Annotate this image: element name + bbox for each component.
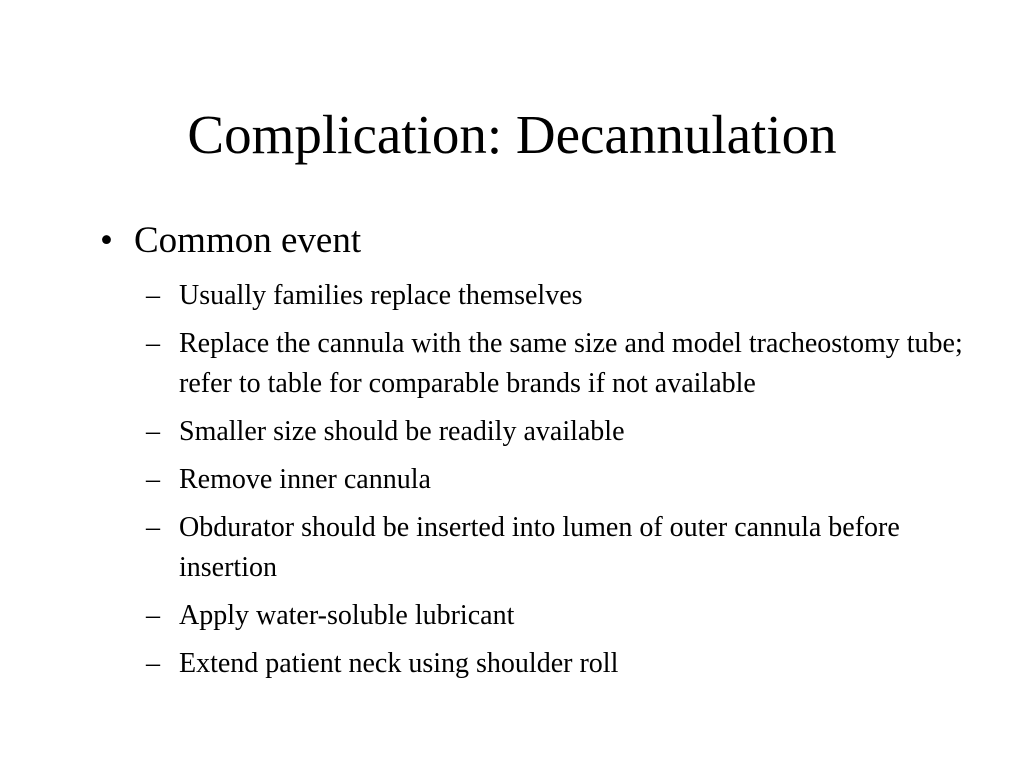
dash-marker: – (146, 280, 160, 311)
sub-bullet-item (146, 324, 966, 404)
main-bullet (100, 218, 361, 264)
sub-bullet-text: Usually families replace themselves (179, 280, 583, 311)
dash-marker: – (146, 416, 160, 447)
sub-bullet-item (146, 460, 966, 500)
bullet-marker: • (100, 220, 113, 261)
sub-bullet-item (146, 596, 966, 636)
sub-bullet-list (146, 276, 966, 692)
dash-marker: – (146, 464, 160, 495)
dash-marker: – (146, 328, 160, 359)
slide-title: Complication: Decannulation (187, 104, 837, 165)
sub-bullet-text: Apply water-soluble lubricant (179, 600, 515, 631)
sub-bullet-text: Extend patient neck using shoulder roll (179, 648, 619, 679)
sub-bullet-item (146, 412, 966, 452)
sub-bullet-text: Obdurator should be inserted into lumen of outer cannula before insertion (179, 512, 900, 583)
dash-marker: – (146, 648, 160, 679)
sub-bullet-text: Smaller size should be readily available (179, 416, 625, 447)
main-bullet-text: Common event (134, 220, 362, 261)
sub-bullet-item (146, 644, 966, 684)
sub-bullet-item (146, 508, 966, 588)
sub-bullet-text: Remove inner cannula (179, 464, 431, 495)
sub-bullet-text: Replace the cannula with the same size and model tracheostomy tube; refer to table for comparable brands if not available (179, 328, 963, 399)
dash-marker: – (146, 600, 160, 631)
sub-bullet-item (146, 276, 966, 316)
dash-marker: – (146, 512, 160, 543)
